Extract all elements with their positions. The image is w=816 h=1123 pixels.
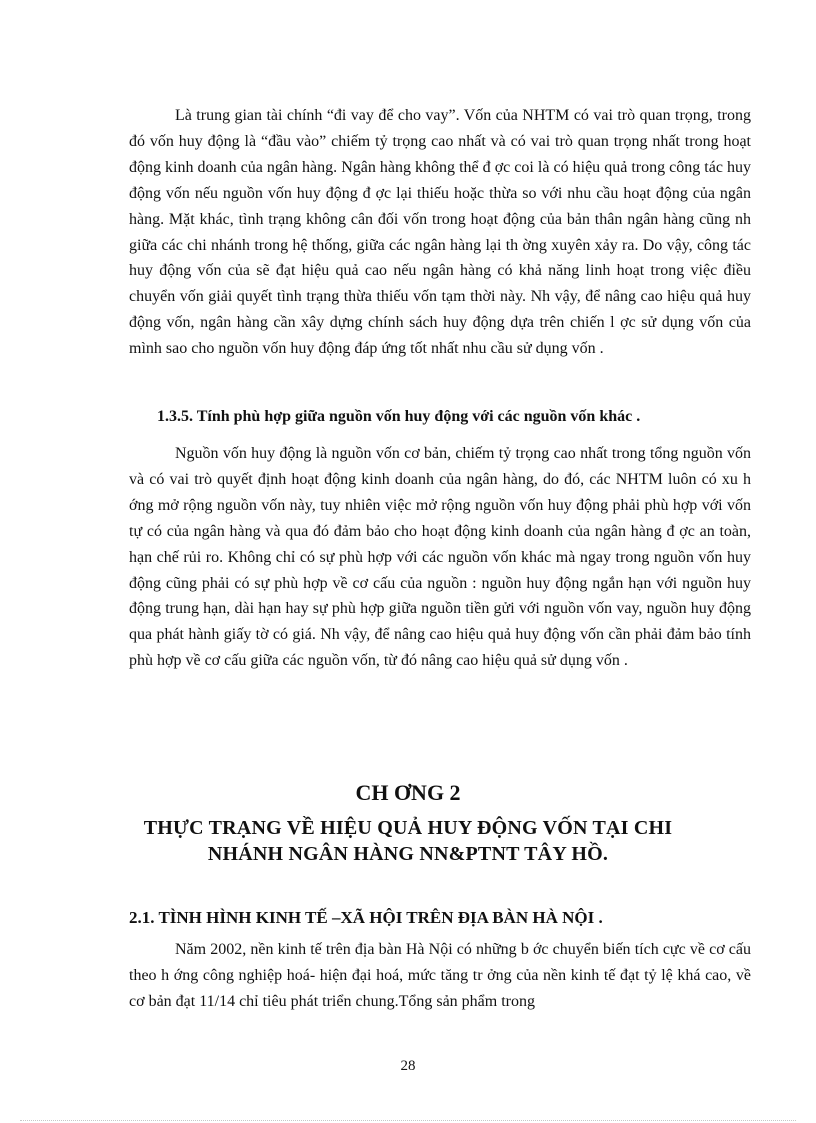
- section-heading-2-1: 2.1. TÌNH HÌNH KINH TẾ –XÃ HỘI TRÊN ĐỊA BÀN HÀ NỘI .: [129, 908, 603, 927]
- page-bottom-divider: [20, 1120, 796, 1121]
- page-number: 28: [400, 1058, 416, 1074]
- paragraph-intermediary-role: [129, 103, 751, 362]
- chapter-number: CH ƠNG 2: [355, 780, 461, 805]
- chapter-title-line-2: NHÁNH NGÂN HÀNG NN&PTNT TÂY HỒ.: [207, 843, 609, 865]
- paragraph-text: Nguồn vốn huy động là nguồn vốn cơ bản, chiếm tỷ trọng cao nhất trong tổng nguồn vốn và có vai trò quyết định hoạt động kinh doanh của ngân hàng, do đó, các NHTM luôn có xu h ớng mở rộng nguồn vốn này, tuy nhiên việc mở rộng nguồn vốn huy động phải phù hợp với vốn tự có của ngân hàng và qua đó đảm bảo cho hoạt động kinh doanh của ngân hàng đ ợc an toàn, hạn chế rủi ro. Không chỉ có sự phù hợp với các nguồn vốn khác mà ngay trong nguồn vốn huy động cũng phải có sự phù hợp về cơ cấu của nguồn : nguồn huy động ngắn hạn với nguồn huy động trung hạn, dài hạn hay sự phù hợp giữa nguồn tiền gửi với nguồn vốn vay, nguồn huy động qua phát hành giấy tờ có giá. Nh vậy, để nâng cao hiệu quả huy động vốn cần phải đảm bảo tính phù hợp về cơ cấu giữa các nguồn vốn, từ đó nâng cao hiệu quả sử dụng vốn .: [129, 445, 751, 670]
- paragraph-text: Năm 2002, nền kinh tế trên địa bàn Hà Nội có những b ớc chuyển biến tích cực về cơ cấu theo h ớng công nghiệp hoá- hiện đại hoá, mức tăng tr ởng của nền kinh tế đạt tỷ lệ khá cao, về cơ bản đạt 11/14 chỉ tiêu phát triển chung.Tổng sản phẩm trong: [129, 941, 751, 1010]
- paragraph-hanoi-economy: [129, 937, 751, 1015]
- paragraph-text: Là trung gian tài chính “đi vay để cho vay”. Vốn của NHTM có vai trò quan trọng, trong đó vốn huy động là “đầu vào” chiếm tỷ trọng cao nhất và có vai trò quan trọng nhất trong hoạt động kinh doanh của ngân hàng. Ngân hàng không thể đ ợc coi là có hiệu quả trong công tác huy động vốn nếu nguồn vốn huy động đ ợc lại thiếu hoặc thừa so với nhu cầu hoạt động của ngân hàng. Mặt khác, tình trạng không cân đối vốn trong hoạt động của bản thân ngân hàng cũng nh giữa các chi nhánh trong hệ thống, giữa các ngân hàng lại th ờng xuyên xảy ra. Do vậy, công tác huy động vốn của sẽ đạt hiệu quả cao nếu ngân hàng có khả năng linh hoạt trong việc điều chuyển vốn giải quyết tình trạng thừa thiếu vốn tạm thời này. Nh vậy, để nâng cao hiệu quả huy động vốn, ngân hàng cần xây dựng chính sách huy động dựa trên chiến l ợc sử dụng vốn của mình sao cho nguồn vốn huy động đáp ứng tốt nhất nhu cầu sử dụng vốn .: [129, 107, 751, 358]
- paragraph-capital-fit: [129, 441, 751, 674]
- section-heading-1-3-5: 1.3.5. Tính phù hợp giữa nguồn vốn huy động với các nguồn vốn khác .: [157, 408, 641, 425]
- chapter-title-line-1: THỰC TRẠNG VỀ HIỆU QUẢ HUY ĐỘNG VỐN TẠI CHI: [143, 817, 673, 839]
